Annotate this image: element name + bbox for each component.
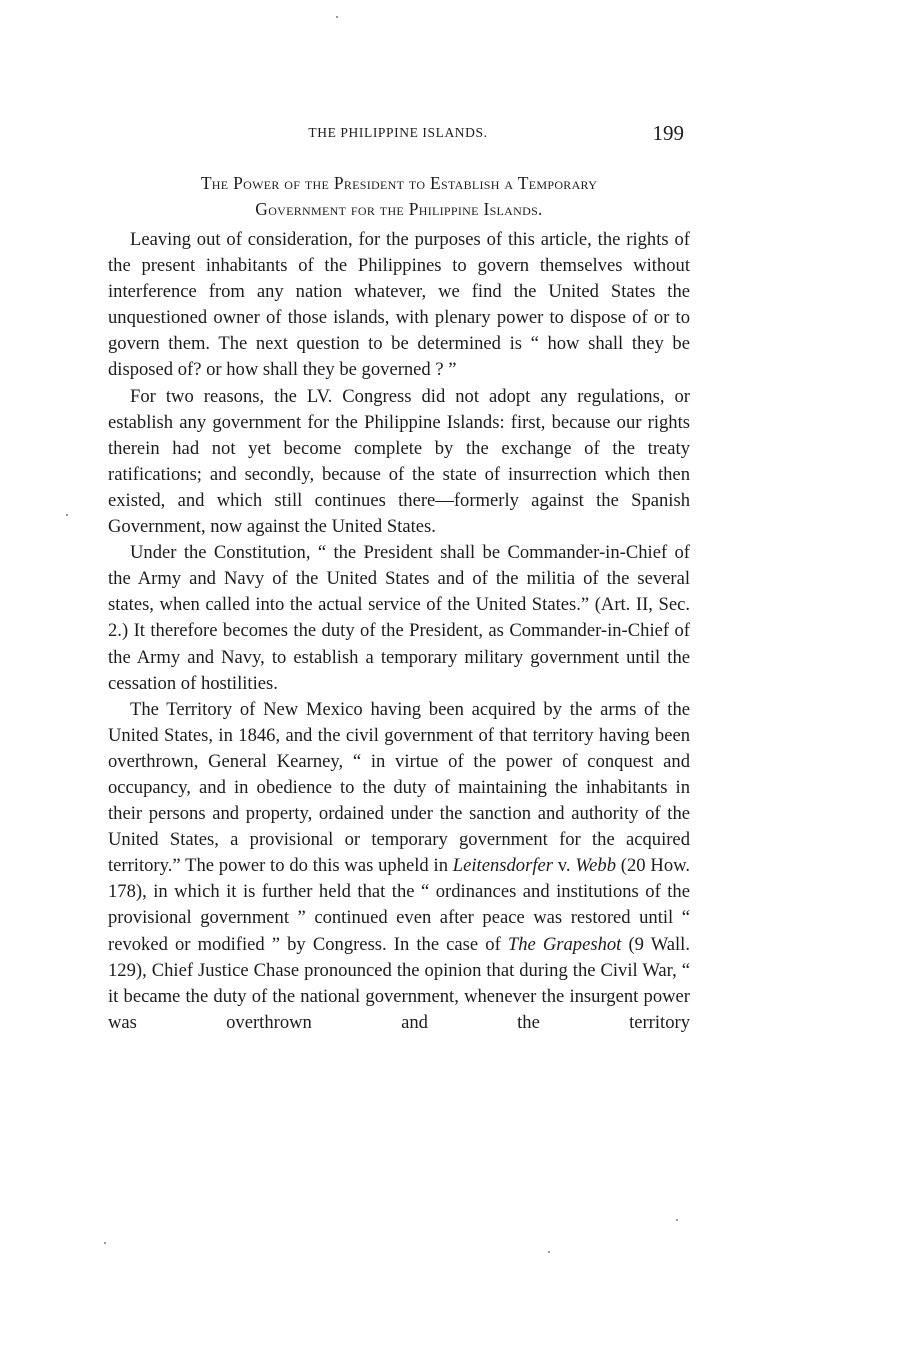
scan-speck: [548, 1251, 550, 1253]
running-title: THE PHILIPPINE ISLANDS.: [308, 125, 488, 140]
scan-speck: [676, 1219, 678, 1221]
case-name-grapeshot: The Grapeshot: [507, 933, 622, 955]
paragraph-1: Leaving out of consideration, for the purposes of this article, the rights of the present inhabitants of the Philippines to govern themselves without interference from any nation whatever, we find the United States the unquestioned owner of those islands, with plenary power to dispose of or to govern them. The next question to be determined is “ how shall they be disposed of? or how shall they be governed ? ”: [108, 229, 690, 381]
running-head: [108, 121, 688, 147]
scan-speck: [66, 514, 68, 516]
paragraph-4-text-1: The Territory of New Mexico having been acquired by the arms of the United States, in 1846, and the civil government of that territory having been overthrown, General Kearney, “ in virtue of the power of conquest and occupancy, and in obedience to the duty of maintaining the inhabitants in their persons and property, ordained under the sanction and authority of the United States, a provisional or temporary government for the acquired territory.” The power to do this was upheld in: [108, 698, 690, 877]
paragraph-2: For two reasons, the LV. Congress did not adopt any regulations, or establish any government for the Philippine Islands: first, because our rights therein had not yet become complete by the exchange of the treaty ratifications; and secondly, because of the state of insurrection which then existed, and which still continues there—formerly against the Spanish Government, now against the United States.: [108, 385, 690, 538]
section-heading-line-1: The Power of the President to Establish a Temporary: [200, 173, 598, 193]
paragraph-4: [108, 697, 690, 1036]
case-name-webb: Webb: [575, 855, 616, 877]
paragraph-3: Under the Constitution, “ the President shall be Commander-in-Chief of the Army and Navy of the United States and of the militia of the several states, when called into the actual service of the United States.” (Art. II, Sec. 2.) It therefore becomes the duty of the President, as Commander-in-Chief of the Army and Navy, to establish a temporary military government until the cessation of hostilities.: [108, 542, 690, 694]
paragraph-4-text-3: (9 Wall. 129), Chief Justice Chase pronounced the opinion that during the Civil War, “ it became the duty of the national government, whenever the insurgent power was overthrown and the territory: [108, 933, 690, 1033]
versus: v.: [553, 855, 576, 877]
body-text: [108, 227, 690, 1036]
case-name-leitensdorfer: Leitensdorfer: [452, 855, 553, 877]
scan-speck: [336, 16, 338, 18]
section-heading-line-2: Government for the Philippine Islands.: [255, 199, 543, 219]
section-heading: [108, 170, 690, 222]
scan-speck: [104, 1242, 106, 1244]
paragraph-4-text-2: (20 How. 178), in which it is further held that the “ ordinances and institutions of the provisional government ” continued even after peace was restored until “ revoked or modified ” by Congress. In the case of: [108, 855, 690, 955]
page-number: 199: [652, 121, 684, 145]
